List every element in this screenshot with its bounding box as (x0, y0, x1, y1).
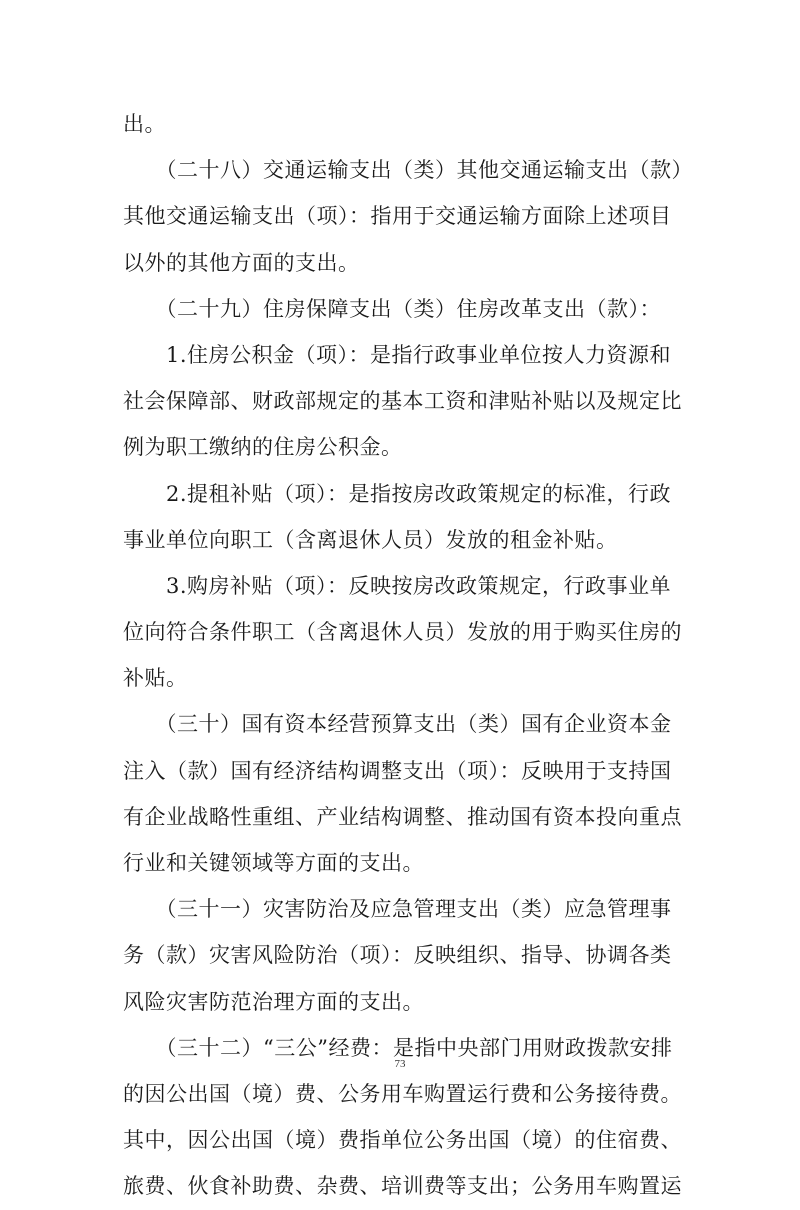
document-body (123, 101, 693, 1210)
text-line: 社会保障部、财政部规定的基本工资和津贴补贴以及规定比 (123, 389, 682, 414)
text-line: （二十九）住房保障支出（类）住房改革支出（款）： (123, 296, 661, 321)
text-line: 例为职工缴纳的住房公积金。 (123, 435, 403, 460)
text-line: （三十）国有资本经营预算支出（类）国有企业资本金 (123, 712, 672, 737)
text-line: 旅费、伙食补助费、杂费、培训费等支出；公务用车购置运 (123, 1174, 682, 1199)
text-line: 行业和关键领域等方面的支出。 (123, 851, 424, 875)
text-line: 风险灾害防范治理方面的支出。 (123, 989, 424, 1014)
page-number: 73 (394, 1058, 406, 1070)
text-line: 注入（款）国有经济结构调整支出（项）：反映用于支持国 (123, 758, 672, 783)
text-line: 补贴。 (123, 666, 188, 691)
text-line: 其中，因公出国（境）费指单位公务出国（境）的住宿费、 (123, 1128, 682, 1153)
text-line: 务（款）灾害风险防治（项）：反映组织、指导、协调各类 (123, 943, 672, 968)
text-line: 有企业战略性重组、产业结构调整、推动国有资本投向重点 (123, 804, 682, 829)
text-line: （三十二）“三公”经费：是指中央部门用财政拨款安排 (123, 1035, 673, 1060)
text-line: 事业单位向职工（含离退休人员）发放的租金补贴。 (123, 527, 618, 552)
text-line: 的因公出国（境）费、公务用车购置运行费和公务接待费。 (123, 1081, 682, 1106)
text-line: 2.提租补贴（项）：是指按房改政策规定的标准，行政 (123, 481, 672, 506)
text-line: 位向符合条件职工（含离退休人员）发放的用于购买住房的 (123, 620, 682, 645)
text-line: 其他交通运输支出（项）：指用于交通运输方面除上述项目 (123, 204, 672, 229)
text-line: （三十一）灾害防治及应急管理支出（类）应急管理事 (123, 897, 672, 922)
text-line: （二十八）交通运输支出（类）其他交通运输支出（款） (123, 158, 693, 183)
text-line: 出。 (123, 112, 166, 136)
text-line: 1.住房公积金（项）：是指行政事业单位按人力资源和 (123, 342, 672, 367)
text-line: 3.购房补贴（项）：反映按房改政策规定，行政事业单 (123, 573, 672, 598)
text-line: 以外的其他方面的支出。 (123, 250, 360, 275)
